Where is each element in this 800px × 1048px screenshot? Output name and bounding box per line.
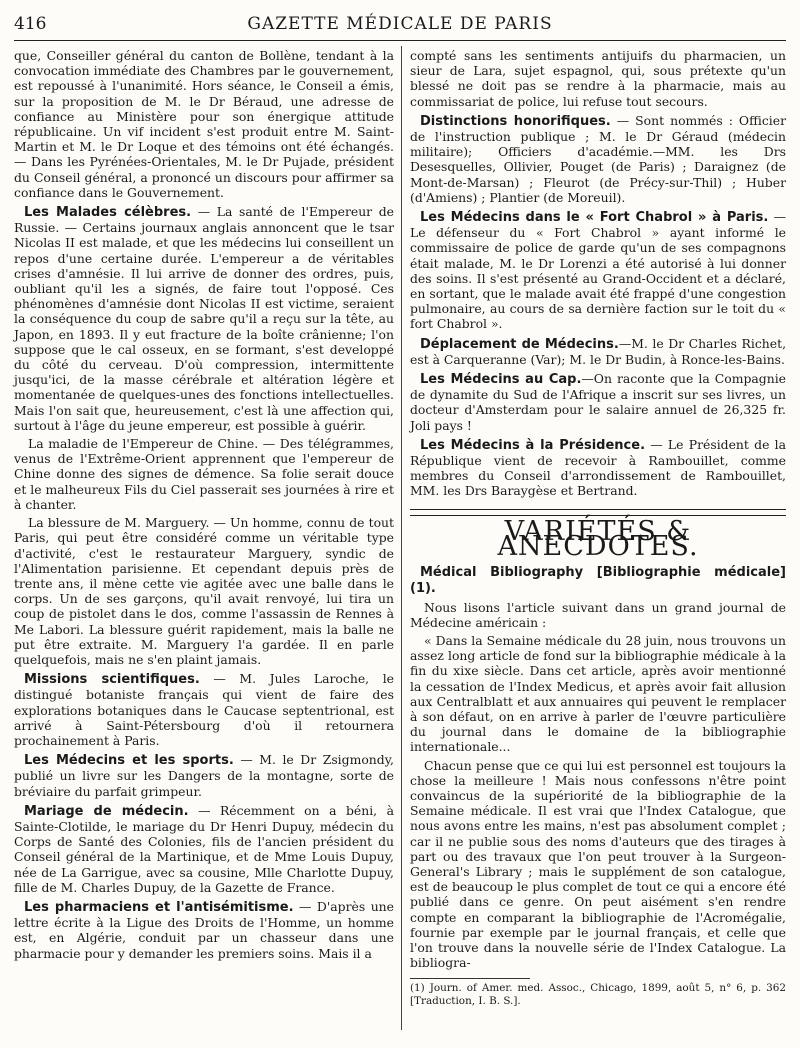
paragraph-biblio-quote: « Dans la Semaine médicale du 28 juin, nous trouvons un assez long article de fond sur la bibliographie médicale à la fin du xixe siècle. Dans cet article, après avoir mentionné la cessation de l'Index Medicus, et après avoir fait allusion aux Centralblatt et aux annuaires qui peuvent le remplacer à son défaut, on en arrive à parler de l'œuvre particulière du journal dans le domaine de la bibliographie internationale... (410, 632, 786, 755)
news-sports (14, 752, 394, 799)
paragraph-empereur-chine: La maladie de l'Empereur de Chine. — Des télégrammes, venus de l'Extrême-Orient apprennent que l'empereur de Chine donne des signes de démence. Sa folie serait douce et le malheureux Fils du Ciel passerait ses journées à rire et à chanter. (14, 436, 394, 512)
heading-cap: Les Médecins au Cap. (420, 372, 582, 388)
text-mariage: — Récemment on a béni, à Sainte-Clotilde, le mariage du Dr Henri Dupuy, médecin du Corps de Santé des Colonies, fils de l'ancien président du Conseil général de la Martinique, et de Mme Louis Dupuy, née de La Garrigue, avec sa cousine, Mlle Charlotte Dupuy, fille de M. Charles Dupuy, de la Gazette de France. (14, 802, 394, 895)
news-bibliography (410, 564, 786, 596)
text-missions: — M. Jules Laroche, le distingué botaniste français qui vient de faire des explorations botaniques dans le Caucase septentrional, est arrivé à Saint-Pétersbourg d'où il retournera prochainement à Paris. (14, 671, 395, 748)
heading-malades-celebres: Les Malades célèbres. (24, 205, 192, 221)
paragraph-lara: compté sans les sentiments antijuifs du pharmacien, un sieur de Lara, sujet espagnol, qui, sous prétexte qu'un blessé ne doit pas se rendre à la pharmacie, mais au commissariat de police, lui refuse tout secours. (410, 48, 786, 109)
heading-bibliography: Médical Bibliography [Bibliographie médicale] (1). (410, 565, 786, 597)
heading-fort-chabrol: Les Médecins dans le « Fort Chabrol » à Paris. (420, 210, 769, 226)
news-malades-celebres (14, 204, 394, 433)
page-number: 416 (14, 14, 47, 34)
text-malades-celebres: — La santé de l'Empereur de Russie. — Certains journaux anglais annoncent que le tsar Nicolas II est malade, et que les médecins lui conseillent un repos d'une certaine durée. L'empereur a de véritables crises d'amnésie. Il lui arrive de donner des ordres, puis, oubliant qu'il les a signés, de faire tout l'opposé. Ces phénomènes d'amnésie dont Nicolas II est victime, seraient la conséquence du coup de sabre qu'il a reçu sur la tête, au Japon, en 1893. Il y eut fracture de la boîte crânienne; l'on suppose que le cal osseux, en se formant, s'est developpé du côté du cerveau. D'où compression, intermittente jusqu'ici, de la masse cérébrale et altération légère et momentanée de quelques-unes des fonctions intellectuelles. Mais l'on sait que, heureusement, c'est là une affection qui, surtout à l'âge du jeune empereur, est possible à guérir. (14, 204, 394, 433)
paragraph-biblio-intro: Nous lisons l'article suivant dans un grand journal de Médecine américain : (410, 599, 786, 630)
text-fort-chabrol: — Le défenseur du « Fort Chabrol » ayant informé le commissaire de police de garde qu'un de ses compagnons était malade, M. le Dr Lorenzi a été autorisé à lui donner des soins. Il s'est présenté au Grand-Occident et a déclaré, en sortant, que le malade avait été frappé d'une congestion pulmonaire, au cours de sa dernière faction sur le toit du « fort Chabrol ». (410, 209, 786, 332)
news-deplacement (410, 336, 786, 367)
news-cap (410, 371, 786, 433)
news-fort-chabrol (410, 209, 786, 332)
paragraph-marguery: La blessure de M. Marguery. — Un homme, connu de tout Paris, qui peut être considéré comme un véritable type d'activité, c'est le restaurateur Marguery, syndic de l'Alimentation parisienne. Et cependant depuis près de trente ans, il mène cette vie agitée avec une balle dans le corps. Un de ses garçons, qu'il avait renvoyé, lui tira un coup de pistolet dans le dos, comme l'assassin de Rennes à Me Labori. La blessure guérit rapidement, mais la balle ne put être extraite. M. Marguery l'a gardée. Il en parle quelquefois, mais ne s'en plaint jamais. (14, 515, 394, 667)
text-sports: — M. le Dr Zsigmondy, publié un livre sur les Dangers de la montagne, sorte de bréviaire du parfait grimpeur. (14, 752, 394, 799)
heading-presidence: Les Médecins à la Présidence. (420, 437, 646, 453)
footnote: (1) Journ. of Amer. med. Assoc., Chicago, 1899, août 5, n° 6, p. 362 [Traduction, I. B. S.]. (410, 982, 786, 1008)
text-presidence: — Le Président de la République vient de recevoir à Rambouillet, comme membres du Conseil d'arrondissement de Rambouillet, MM. les Drs Baraygèse et Bertrand. (410, 436, 786, 499)
text-distinctions: — Sont nommés : Officier de l'instruction publique ; M. le Dr Géraud (médecin militaire); Officiers d'académie.—MM. les Drs Desesquelles, Ollivier, Pouget (de Paris) ; Daraignez (de Mont-de-Marsan) ; Fleurot (de Précy-sur-Thil) ; Huber (d'Amiens) ; Plantier (de Moreuil). (410, 112, 786, 205)
news-presidence (410, 437, 786, 499)
news-missions (14, 671, 394, 748)
footnote-rule (410, 978, 530, 979)
heading-missions: Missions scientifiques. (24, 672, 200, 688)
heading-distinctions: Distinctions honorifiques. (420, 113, 611, 129)
heading-deplacement: Déplacement de Médecins. (420, 336, 619, 352)
left-column (14, 48, 394, 964)
text-pharmaciens: — D'après une lettre écrite à la Ligue des Droits de l'Homme, un homme est, en Algérie, conduit par un chasseur dans une pharmacie pour y demander les premiers soins. Mais il a (14, 898, 394, 961)
varietes-title: VARIÉTÉS & ANECDOTES. (497, 515, 699, 562)
news-mariage (14, 803, 394, 895)
paragraph-bollene: que, Conseiller général du canton de Bollène, tendant à la convocation immédiate des Chambres par le gouvernement, est repoussé à l'unanimité. Hors séance, le Conseil a émis, sur la proposition de M. le Dr Béraud, une adresse de confiance au Ministère pour son énergique attitude républicaine. Un vif incident s'est produit entre M. Saint-Martin et M. le Dr Loque et des témoins ont été échangés. — Dans les Pyrénées-Orientales, M. le Dr Pujade, président du Conseil général, a prononcé un discours pour affirmer sa confiance dans le Gouvernement. (14, 48, 394, 200)
heading-sports: Les Médecins et les sports. (24, 753, 234, 769)
right-column (410, 48, 786, 1011)
page-header (14, 12, 786, 41)
text-deplacement: —M. le Dr Charles Richet, est à Carqueranne (Var); M. le Dr Budin, à Ronce-les-Bains. (410, 335, 787, 367)
paragraph-biblio-reply: Chacun pense que ce qui lui est personnel est toujours la chose la meilleure ! Mais nous confessons n'être point convaincus de la supériorité de la bibliographie de la Semaine médicale. Il est vrai que l'Index Catalogue, que nous avons entre les mains, n'est pas absolument complet ; car il ne publie sous des noms d'auteurs que des tirages à part ou des travaux que l'on peut trouver à la Surgeon-General's Library ; mais le supplément de son catalogue, est de beaucoup le plus complet de tout ce qui a encore été publié dans ce genre. On peut aisément s'en rendre compte en comparant la bibliographie de l'Acromégalie, fournie par exemple par le journal français, et celle que l'on trouve dans la nouvelle série de l'Index Catalogue. La bibliogra- (410, 757, 786, 971)
heading-pharmaciens: Les pharmaciens et l'antisémitisme. (24, 899, 294, 915)
section-rule (410, 509, 786, 516)
news-distinctions (410, 113, 786, 205)
running-title: GAZETTE MÉDICALE DE PARIS (247, 14, 553, 34)
news-pharmaciens (14, 899, 394, 961)
text-cap: —On raconte que la Compagnie de dynamite du Sud de l'Afrique a inscrit sur ses livres, un docteur d'Amsterdam pour le salaire annuel de 26,325 fr. Joli pays ! (410, 371, 786, 433)
heading-mariage: Mariage de médecin. (24, 803, 189, 819)
column-divider (401, 46, 402, 1030)
